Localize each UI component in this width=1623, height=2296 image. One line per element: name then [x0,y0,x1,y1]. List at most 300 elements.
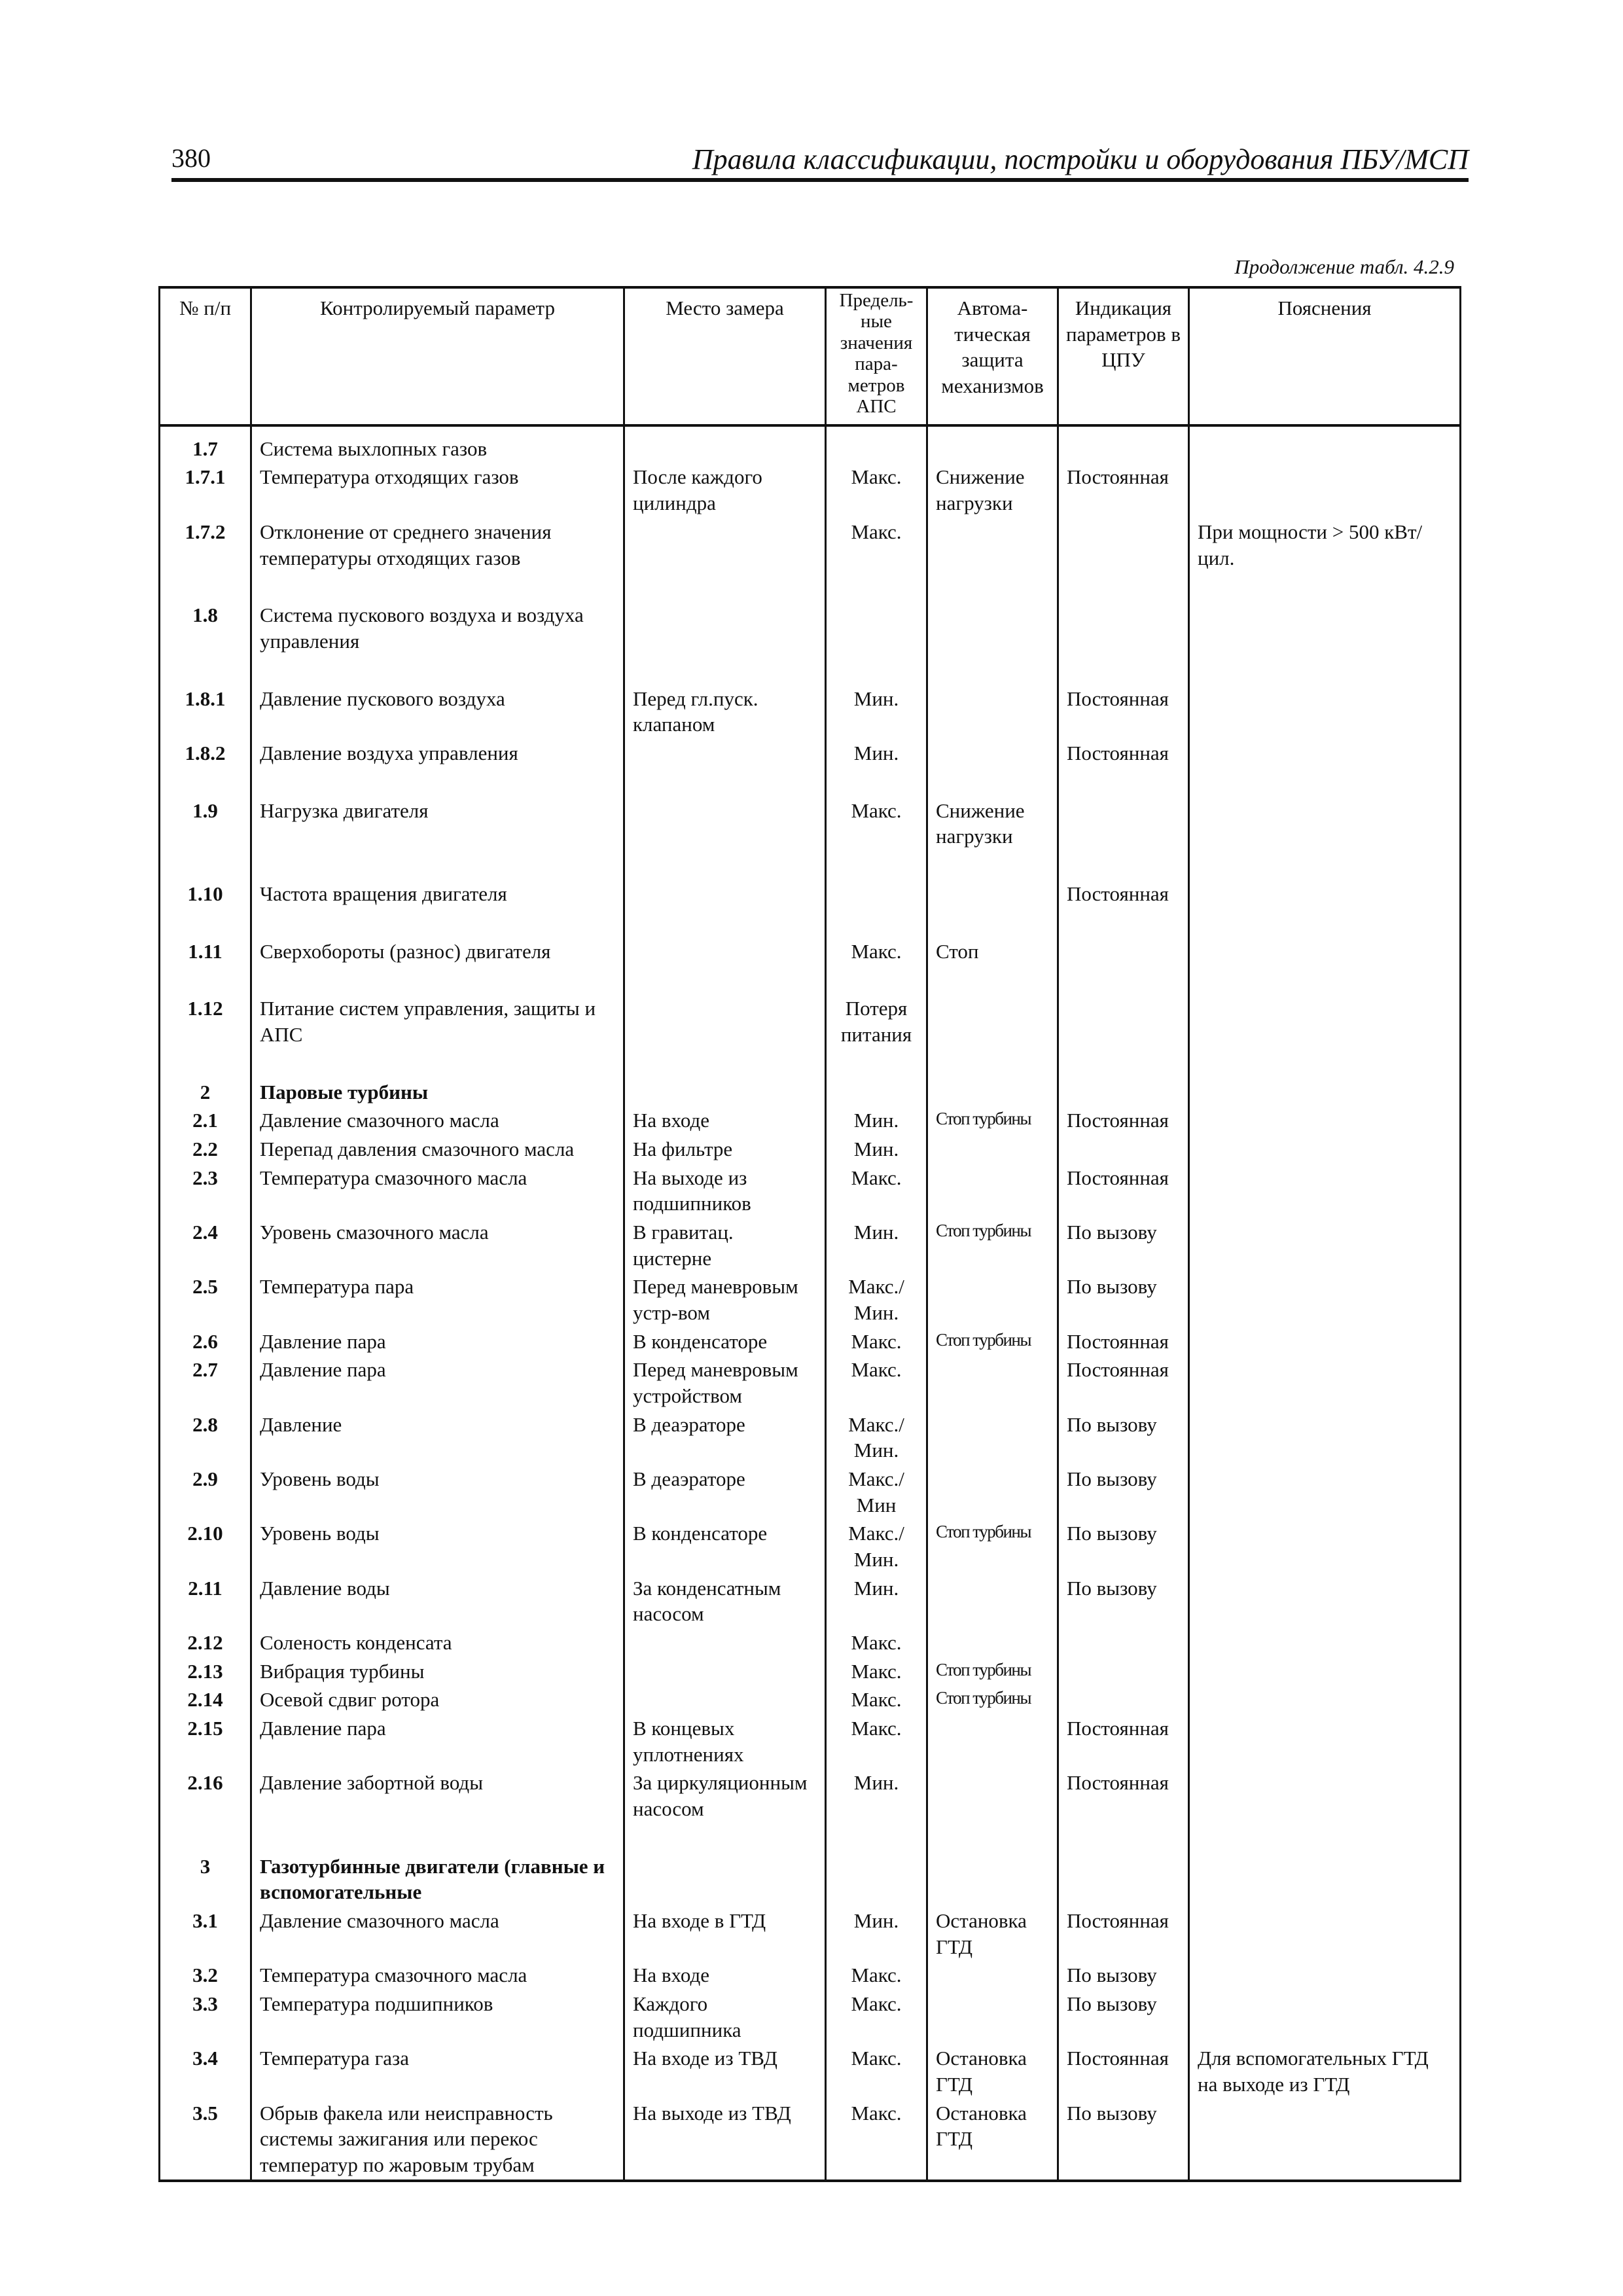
cell-num: 2.16 [160,1768,251,1823]
cell-note [1189,1768,1461,1823]
spacer-cell [1058,768,1189,797]
table-row [160,1078,1461,1107]
cell-protect [927,1961,1058,1990]
cell-protect [927,880,1058,908]
cell-limit: Мин. [826,1106,927,1135]
cell-protect [927,1852,1058,1907]
spacer-cell [1058,656,1189,685]
cell-num: 1.8.1 [160,685,251,739]
cell-place: В конденсаторе [624,1519,826,1573]
cell-place [624,937,826,966]
cell-limit: Макс. [826,2099,927,2181]
cell-indic [1058,518,1189,572]
cell-place [624,425,826,463]
cell-limit: Потеря питания [826,994,927,1049]
cell-protect: Стоп турбины [927,1327,1058,1356]
cell-place [624,739,826,768]
spacer-cell [624,572,826,601]
table-row [160,1714,1461,1768]
cell-limit: Макс. [826,1990,927,2044]
cell-limit: Макс. [826,2044,927,2098]
cell-limit: Макс./ Мин. [826,1272,927,1327]
table-row [160,1410,1461,1465]
spacer-cell [927,768,1058,797]
table-row [160,1907,1461,1961]
cell-protect: Стоп турбины [927,1519,1058,1573]
spacer-cell [927,1049,1058,1078]
cell-note [1189,1907,1461,1961]
cell-protect: Стоп турбины [927,1218,1058,1272]
cell-place [624,797,826,851]
spacer-cell [160,656,251,685]
spacer-cell [160,1823,251,1852]
cell-num: 1.8 [160,601,251,655]
cell-protect: Остановка ГТД [927,2099,1058,2181]
spacer-cell [1058,1049,1189,1078]
spacer-cell [1058,851,1189,880]
cell-param: Температура смазочного масла [251,1164,624,1218]
cell-place: В деаэраторе [624,1410,826,1465]
cell-param: Давление смазочного масла [251,1907,624,1961]
cell-note [1189,1106,1461,1135]
cell-num: 3.3 [160,1990,251,2044]
spacer-cell [1189,768,1461,797]
cell-limit: Макс. [826,1961,927,1990]
cell-num: 2.7 [160,1355,251,1410]
spacer-cell [826,851,927,880]
cell-protect: Стоп [927,937,1058,966]
cell-note [1189,685,1461,739]
cell-place [624,601,826,655]
cell-protect [927,1410,1058,1465]
cell-param: Температура отходящих газов [251,463,624,517]
cell-note [1189,1990,1461,2044]
spacer-row [160,1823,1461,1852]
cell-indic: По вызову [1058,1519,1189,1573]
spacer-cell [1189,851,1461,880]
cell-note [1189,1135,1461,1164]
cell-note [1189,1714,1461,1768]
cell-place: В концевых уплотнениях [624,1714,826,1768]
table-row [160,518,1461,572]
table-row [160,1327,1461,1356]
cell-limit: Макс. [826,797,927,851]
cell-place [624,1078,826,1107]
table-row [160,739,1461,768]
spacer-cell [251,1823,624,1852]
cell-note: Для вспомогательных ГТД на выходе из ГТД [1189,2044,1461,2098]
spacer-row [160,768,1461,797]
cell-indic: Постоянная [1058,1106,1189,1135]
table-row [160,1465,1461,1519]
cell-place [624,880,826,908]
cell-num: 2.3 [160,1164,251,1218]
spacer-cell [251,1049,624,1078]
cell-place: На входе в ГТД [624,1907,826,1961]
cell-param: Обрыв факела или неисправность системы зажигания или перекос температур по жаровым трубам [251,2099,624,2181]
cell-indic: По вызову [1058,1218,1189,1272]
cell-protect [927,1574,1058,1628]
cell-limit: Макс. [826,463,927,517]
cell-limit [826,1852,927,1907]
cell-indic: Постоянная [1058,2044,1189,2098]
spacer-cell [1058,965,1189,994]
cell-param: Давление воды [251,1574,624,1628]
cell-protect [927,685,1058,739]
cell-limit: Макс./ Мин. [826,1519,927,1573]
spacer-cell [160,1049,251,1078]
cell-protect [927,1135,1058,1164]
cell-param: Температура газа [251,2044,624,2098]
spacer-cell [1058,908,1189,937]
table-row [160,601,1461,655]
cell-protect [927,1355,1058,1410]
cell-indic: Постоянная [1058,463,1189,517]
cell-num: 2.15 [160,1714,251,1768]
cell-indic: По вызову [1058,1574,1189,1628]
cell-place: В конденсаторе [624,1327,826,1356]
cell-protect [927,1465,1058,1519]
cell-param: Соленость конденсата [251,1628,624,1657]
cell-indic: Постоянная [1058,1714,1189,1768]
cell-place: Перед маневровым устройством [624,1355,826,1410]
cell-param: Перепад давления смазочного масла [251,1135,624,1164]
cell-place [624,1628,826,1657]
spacer-cell [624,851,826,880]
cell-note [1189,880,1461,908]
cell-param: Температура подшипников [251,1990,624,2044]
cell-param: Давление воздуха управления [251,739,624,768]
cell-param: Давление пара [251,1355,624,1410]
cell-indic [1058,601,1189,655]
cell-protect: Стоп турбины [927,1106,1058,1135]
cell-protect [927,1628,1058,1657]
cell-limit: Макс. [826,1657,927,1686]
cell-protect: Остановка ГТД [927,2044,1058,2098]
cell-indic [1058,1078,1189,1107]
spacer-cell [624,1823,826,1852]
cell-protect: Снижение нагрузки [927,797,1058,851]
table-caption: Продолжение табл. 4.2.9 [1234,255,1454,278]
cell-param: Паровые турбины [251,1078,624,1107]
spacer-cell [251,768,624,797]
cell-limit: Мин. [826,1574,927,1628]
column-header: Место замера [624,287,826,425]
cell-param: Нагрузка двигателя [251,797,624,851]
spacer-cell [1189,1049,1461,1078]
cell-param: Газотурбинные двигатели (главные и вспомогательные [251,1852,624,1907]
cell-indic: По вызову [1058,1272,1189,1327]
cell-num: 2.10 [160,1519,251,1573]
spacer-cell [160,908,251,937]
cell-limit: Макс. [826,1714,927,1768]
spacer-cell [1189,656,1461,685]
column-header: Контролируемый параметр [251,287,624,425]
cell-indic: Постоянная [1058,1164,1189,1218]
table-row [160,2099,1461,2181]
cell-place: На входе [624,1961,826,1990]
spacer-cell [927,851,1058,880]
cell-protect [927,1078,1058,1107]
cell-protect [927,994,1058,1049]
cell-place [624,1685,826,1714]
cell-note [1189,1355,1461,1410]
spacer-cell [251,572,624,601]
cell-place: За конденсатным насосом [624,1574,826,1628]
cell-indic: По вызову [1058,2099,1189,2181]
table-row [160,1990,1461,2044]
table-row [160,1519,1461,1573]
spacer-cell [624,908,826,937]
cell-note [1189,1327,1461,1356]
cell-place: Перед маневровым устр-вом [624,1272,826,1327]
cell-param: Сверхобороты (разнос) двигателя [251,937,624,966]
cell-limit: Макс. [826,1628,927,1657]
cell-num: 1.12 [160,994,251,1049]
cell-note [1189,1628,1461,1657]
cell-indic: Постоянная [1058,685,1189,739]
cell-indic [1058,1852,1189,1907]
cell-protect: Стоп турбины [927,1657,1058,1686]
cell-limit: Макс./ Мин [826,1465,927,1519]
spacer-cell [251,908,624,937]
cell-param: Отклонение от среднего значения температуры отходящих газов [251,518,624,572]
cell-indic: По вызову [1058,1990,1189,2044]
spacer-row [160,908,1461,937]
cell-num: 1.11 [160,937,251,966]
cell-num: 2.8 [160,1410,251,1465]
cell-param: Осевой сдвиг ротора [251,1685,624,1714]
cell-indic [1058,425,1189,463]
running-title: Правила классификации, постройки и оборудования ПБУ/МСП [692,143,1469,175]
cell-num: 3.1 [160,1907,251,1961]
cell-indic [1058,1685,1189,1714]
spacer-row [160,851,1461,880]
table-row [160,1852,1461,1907]
cell-limit: Мин. [826,739,927,768]
cell-limit: Макс. [826,518,927,572]
cell-place: На входе [624,1106,826,1135]
spacer-row [160,572,1461,601]
cell-place: После каждого цилиндра [624,463,826,517]
table-row [160,1355,1461,1410]
cell-limit: Мин. [826,1135,927,1164]
cell-limit: Макс./ Мин. [826,1410,927,1465]
cell-place: На фильтре [624,1135,826,1164]
cell-protect: Снижение нагрузки [927,463,1058,517]
cell-note [1189,425,1461,463]
table-row [160,1685,1461,1714]
cell-param: Система пускового воздуха и воздуха управления [251,601,624,655]
cell-param: Давление пускового воздуха [251,685,624,739]
cell-place: В гравитац. цистерне [624,1218,826,1272]
cell-place [624,1852,826,1907]
spacer-cell [160,768,251,797]
cell-param: Вибрация турбины [251,1657,624,1686]
header-rule [171,178,1469,182]
table-row [160,994,1461,1049]
cell-place [624,1657,826,1686]
cell-num: 1.8.2 [160,739,251,768]
cell-limit: Мин. [826,685,927,739]
column-header: Автома-тическая защита механизмов [927,287,1058,425]
cell-protect [927,1714,1058,1768]
cell-note [1189,601,1461,655]
cell-protect [927,425,1058,463]
cell-num: 3.5 [160,2099,251,2181]
cell-protect: Стоп турбины [927,1685,1058,1714]
cell-limit [826,425,927,463]
spacer-cell [160,572,251,601]
cell-param: Температура пара [251,1272,624,1327]
spacer-cell [826,572,927,601]
cell-num: 2.12 [160,1628,251,1657]
table-row [160,1135,1461,1164]
table-row [160,797,1461,851]
spacer-row [160,965,1461,994]
spacer-cell [251,656,624,685]
cell-note [1189,1164,1461,1218]
cell-indic [1058,1135,1189,1164]
cell-num: 2.4 [160,1218,251,1272]
column-header: Пояснения [1189,287,1461,425]
cell-limit: Макс. [826,1327,927,1356]
spacer-cell [927,908,1058,937]
cell-limit: Макс. [826,1164,927,1218]
cell-num: 2.13 [160,1657,251,1686]
cell-num: 2.9 [160,1465,251,1519]
table-row [160,1628,1461,1657]
cell-note [1189,1410,1461,1465]
table-row [160,937,1461,966]
cell-note [1189,994,1461,1049]
cell-param: Частота вращения двигателя [251,880,624,908]
cell-limit [826,880,927,908]
cell-num: 1.7 [160,425,251,463]
cell-indic [1058,994,1189,1049]
spacer-cell [624,1049,826,1078]
table-row [160,1106,1461,1135]
cell-indic [1058,797,1189,851]
table-row [160,1164,1461,1218]
spacer-cell [1189,965,1461,994]
spacer-cell [160,851,251,880]
spacer-cell [927,656,1058,685]
cell-note [1189,1218,1461,1272]
cell-param: Давление забортной воды [251,1768,624,1823]
cell-indic [1058,937,1189,966]
spacer-cell [1189,572,1461,601]
cell-num: 3.4 [160,2044,251,2098]
spacer-cell [160,965,251,994]
cell-limit: Макс. [826,937,927,966]
spacer-cell [251,965,624,994]
spacer-cell [927,572,1058,601]
spacer-cell [624,965,826,994]
spacer-cell [1189,1823,1461,1852]
cell-num: 2.6 [160,1327,251,1356]
cell-note: При мощности > 500 кВт/цил. [1189,518,1461,572]
cell-protect [927,1272,1058,1327]
cell-protect [927,1990,1058,2044]
cell-num: 3.2 [160,1961,251,1990]
cell-note [1189,1519,1461,1573]
cell-limit: Макс. [826,1355,927,1410]
cell-note [1189,1852,1461,1907]
cell-protect [927,518,1058,572]
spacer-cell [826,1823,927,1852]
table-row [160,880,1461,908]
spacer-cell [826,965,927,994]
cell-param: Температура смазочного масла [251,1961,624,1990]
spacer-row [160,656,1461,685]
cell-protect [927,1164,1058,1218]
spacer-cell [826,1049,927,1078]
cell-note [1189,937,1461,966]
cell-indic: По вызову [1058,1961,1189,1990]
cell-num: 2 [160,1078,251,1107]
cell-indic: Постоянная [1058,1907,1189,1961]
cell-indic: Постоянная [1058,1355,1189,1410]
cell-num: 1.9 [160,797,251,851]
spacer-cell [927,965,1058,994]
table-row [160,1961,1461,1990]
cell-num: 1.10 [160,880,251,908]
cell-limit: Мин. [826,1768,927,1823]
cell-indic: Постоянная [1058,739,1189,768]
cell-indic: По вызову [1058,1465,1189,1519]
cell-note [1189,1574,1461,1628]
cell-param: Система выхлопных газов [251,425,624,463]
spacer-cell [1058,572,1189,601]
cell-indic [1058,1657,1189,1686]
cell-num: 1.7.2 [160,518,251,572]
spacer-row [160,1049,1461,1078]
cell-num: 2.11 [160,1574,251,1628]
cell-note [1189,797,1461,851]
cell-place: На входе из ТВД [624,2044,826,2098]
cell-place: За циркуляционным насосом [624,1768,826,1823]
table-row [160,1657,1461,1686]
table-row [160,463,1461,517]
cell-place: На выходе из подшипников [624,1164,826,1218]
cell-note [1189,1272,1461,1327]
cell-limit: Макс. [826,1685,927,1714]
cell-num: 2.2 [160,1135,251,1164]
cell-indic: Постоянная [1058,1327,1189,1356]
cell-num: 2.5 [160,1272,251,1327]
spacer-cell [826,908,927,937]
table-header-row [160,287,1461,425]
cell-note [1189,1078,1461,1107]
spacer-cell [624,656,826,685]
table-row [160,1218,1461,1272]
cell-place: В деаэраторе [624,1465,826,1519]
cell-num: 1.7.1 [160,463,251,517]
cell-indic: Постоянная [1058,880,1189,908]
cell-param: Питание систем управления, защиты и АПС [251,994,624,1049]
cell-note [1189,2099,1461,2181]
table-row [160,425,1461,463]
column-header: Индикация параметров в ЦПУ [1058,287,1189,425]
cell-limit [826,601,927,655]
cell-limit: Мин. [826,1218,927,1272]
page-number: 380 [171,143,211,173]
cell-param: Давление [251,1410,624,1465]
spacer-cell [1189,908,1461,937]
table-row [160,685,1461,739]
cell-param: Уровень воды [251,1465,624,1519]
